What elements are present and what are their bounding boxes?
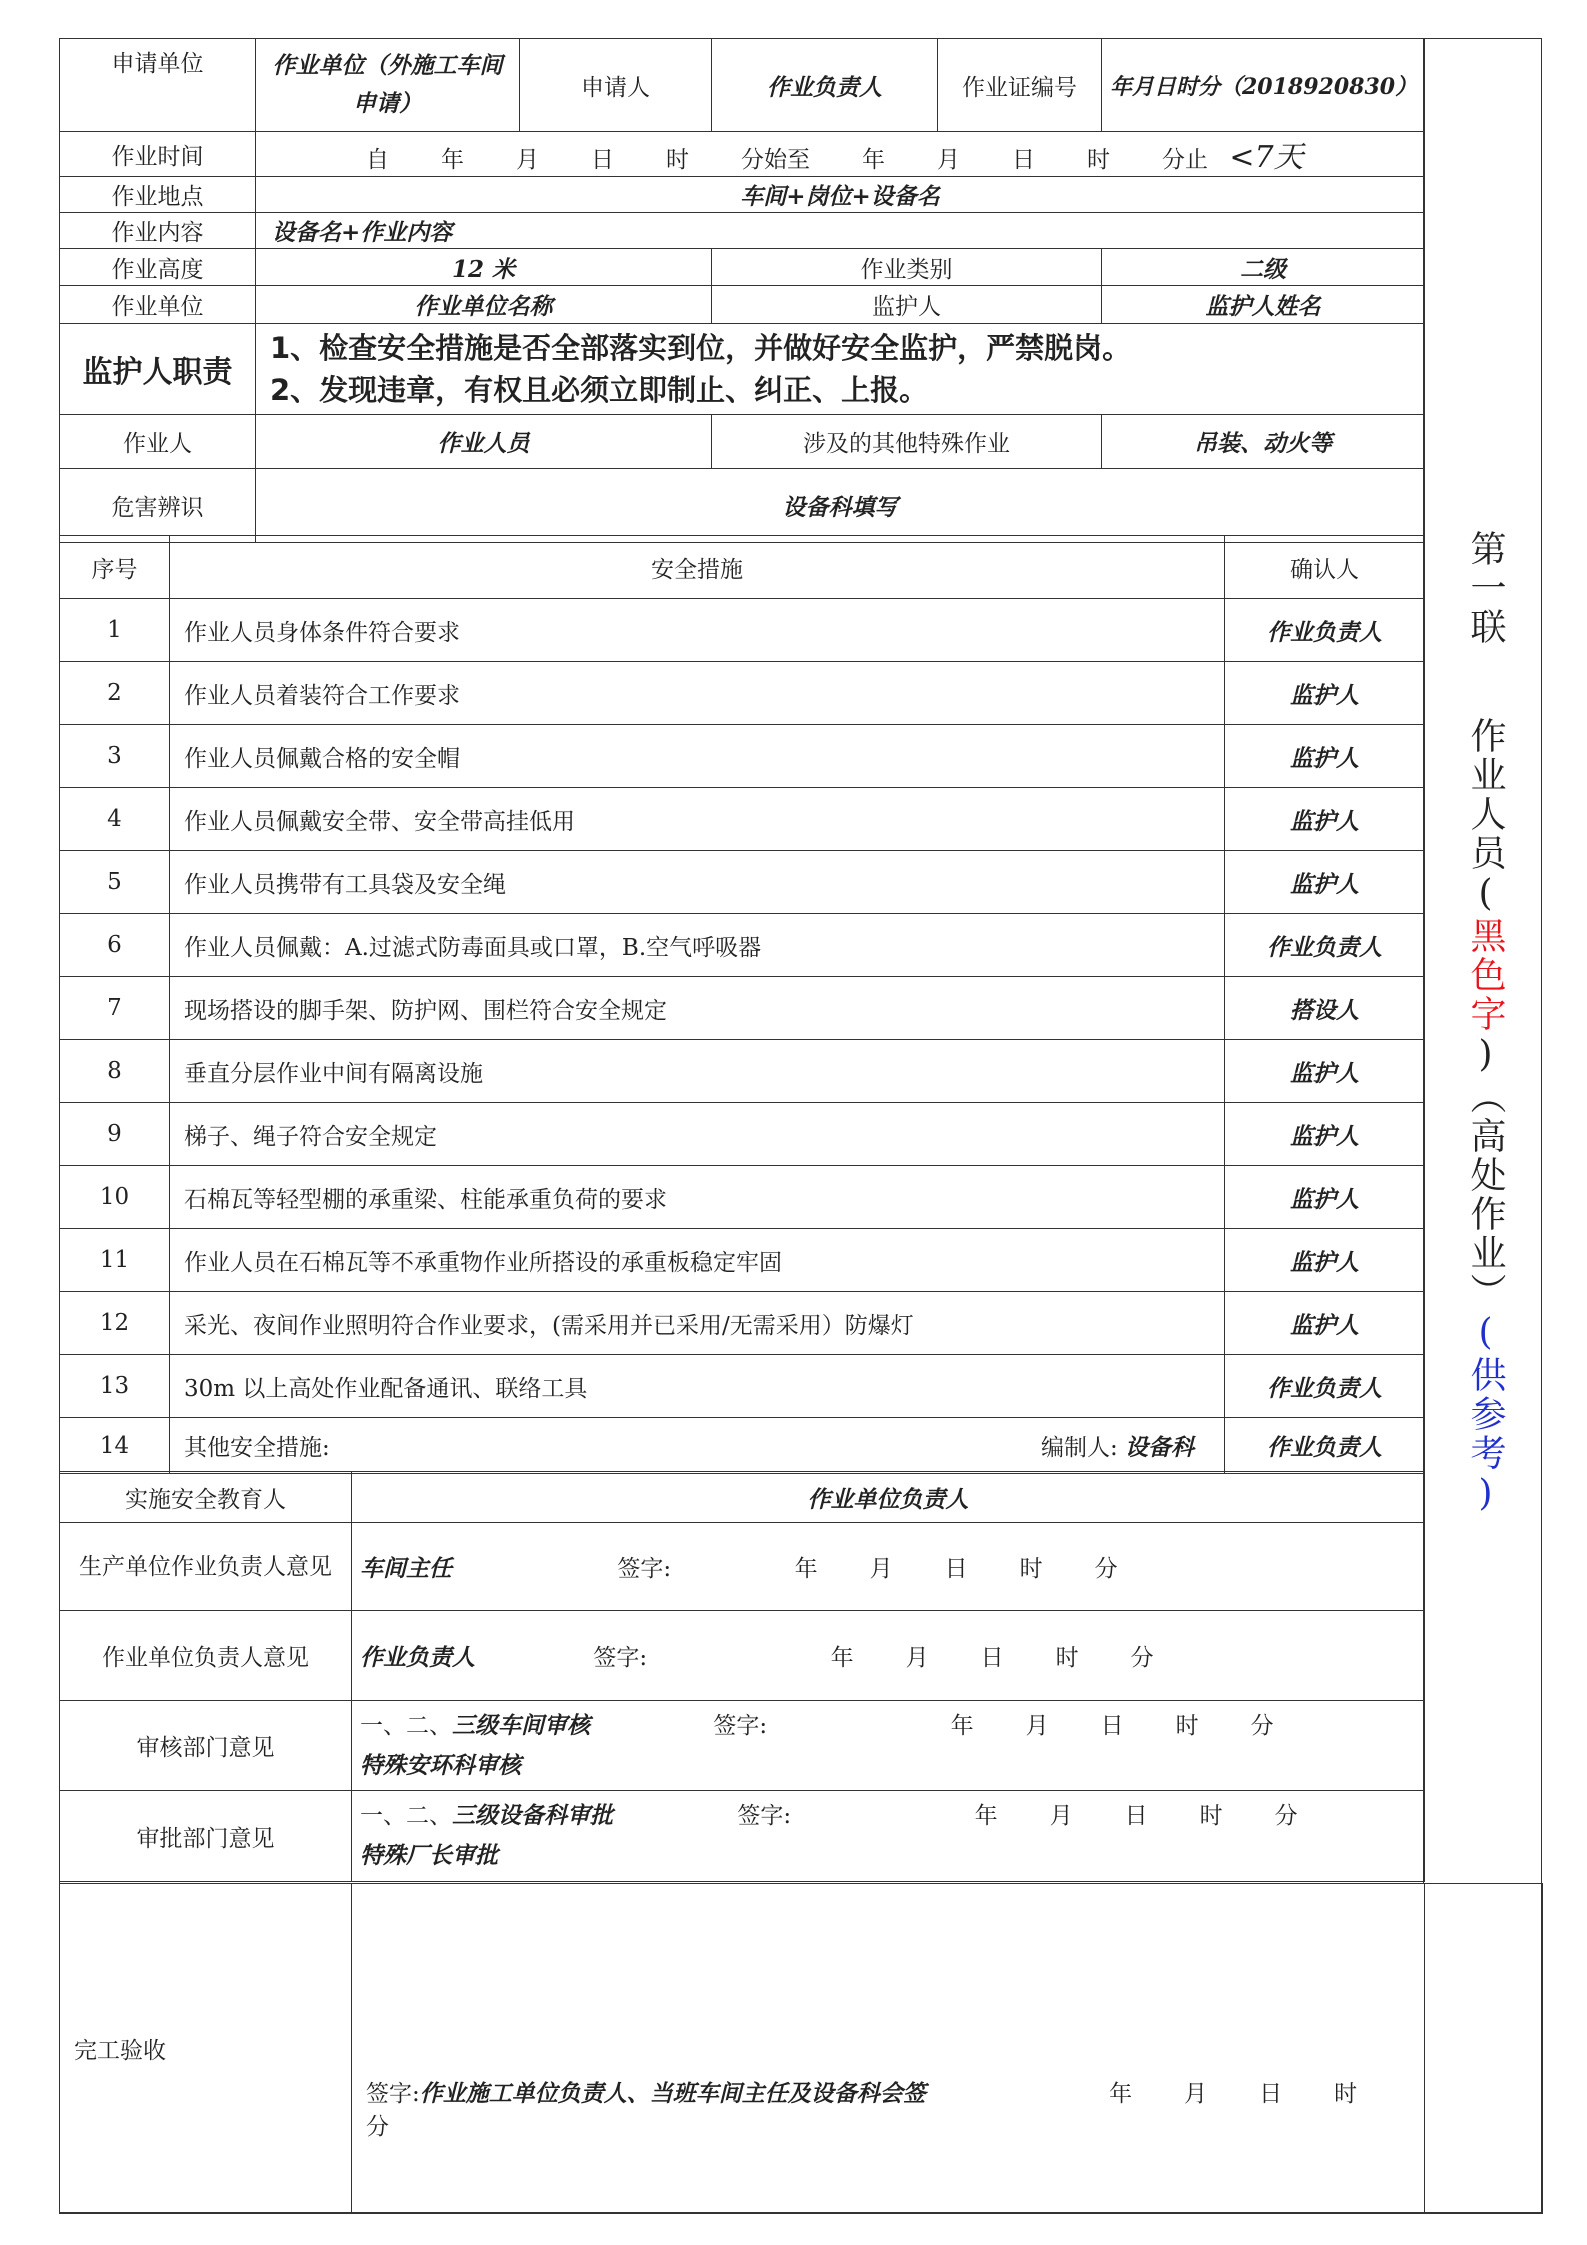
row-number: 7 — [60, 977, 170, 1040]
table-row — [60, 1103, 1425, 1166]
table-row — [60, 725, 1425, 788]
measure-text: 垂直分层作业中间有隔离设施 — [170, 1040, 1225, 1103]
completion-side-cell — [1425, 1884, 1543, 2214]
completion-table — [59, 1883, 1543, 2214]
row-number: 10 — [60, 1166, 170, 1229]
row-number: 3 — [60, 725, 170, 788]
col-header-measure: 安全措施 — [170, 536, 1225, 599]
work-time-value[interactable] — [256, 132, 1425, 177]
table-row — [60, 851, 1425, 914]
hazard-label: 危害辨识 — [60, 469, 256, 543]
table-row — [60, 1229, 1425, 1292]
work-unit-value[interactable]: 作业单位名称 — [256, 286, 712, 324]
audit-opinion[interactable] — [352, 1701, 1425, 1791]
hazard-value[interactable]: 设备科填写 — [256, 469, 1425, 543]
education-label: 实施安全教育人 — [60, 1472, 352, 1523]
measure-text: 作业人员佩戴安全带、安全带高挂低用 — [170, 788, 1225, 851]
confirm-person[interactable]: 监护人 — [1225, 725, 1425, 788]
col-header-confirm: 确认人 — [1225, 536, 1425, 599]
opinions-table — [59, 1471, 1425, 1882]
measure-text: 30m 以上高处作业配备通讯、联络工具 — [170, 1355, 1225, 1418]
audit-line2: 特殊安环科审核 — [360, 1751, 521, 1779]
row-number: 8 — [60, 1040, 170, 1103]
audit-prefix: 一、二、 — [360, 1712, 452, 1739]
table-row — [60, 1040, 1425, 1103]
measure-text: 现场搭设的脚手架、防护网、围栏符合安全规定 — [170, 977, 1225, 1040]
completion-sign-area[interactable] — [352, 1884, 1425, 2214]
table-row — [60, 1166, 1425, 1229]
work-type-note: )（高处作业） — [1465, 1034, 1506, 1312]
row-number: 11 — [60, 1229, 170, 1292]
date-fields: 年 月 日 时 分 — [974, 1803, 1298, 1829]
table-row — [60, 599, 1425, 662]
confirm-person[interactable]: 作业负责人 — [1225, 1418, 1425, 1474]
row-number: 12 — [60, 1292, 170, 1355]
row-number: 4 — [60, 788, 170, 851]
confirm-person[interactable]: 监护人 — [1225, 1103, 1425, 1166]
work-unit-label: 作业单位 — [60, 286, 256, 324]
ink-color-note: 黑色字 — [1465, 917, 1506, 1034]
date-fields: 年 月 日 时 分 — [950, 1712, 1274, 1739]
row-number: 6 — [60, 914, 170, 977]
table-row — [60, 662, 1425, 725]
row-number: 14 — [60, 1418, 170, 1474]
audit-opinion-label: 审核部门意见 — [60, 1701, 352, 1791]
confirm-person[interactable]: 监护人 — [1225, 1166, 1425, 1229]
safety-measures-table — [59, 535, 1425, 1474]
work-time-range: 自 年 月 日 时 分始至 年 月 日 时 分止 — [366, 147, 1208, 173]
table-row — [60, 914, 1425, 977]
work-unit-opinion-label: 作业单位负责人意见 — [60, 1611, 352, 1701]
work-unit-opinion-value: 作业负责人 — [360, 1644, 475, 1671]
confirm-person[interactable]: 监护人 — [1225, 1040, 1425, 1103]
height-label: 作业高度 — [60, 249, 256, 286]
other-special-work-value[interactable]: 吊装、动火等 — [1102, 415, 1425, 469]
measure-text: 作业人员身体条件符合要求 — [170, 599, 1225, 662]
table-row — [60, 1418, 1425, 1474]
confirm-person[interactable]: 监护人 — [1225, 1229, 1425, 1292]
guardian-value[interactable]: 监护人姓名 — [1102, 286, 1425, 324]
measure-text: 作业人员着装符合工作要求 — [170, 662, 1225, 725]
production-opinion-value: 车间主任 — [360, 1555, 452, 1582]
row-number: 1 — [60, 599, 170, 662]
work-time-label: 作业时间 — [60, 132, 256, 177]
approval-opinion[interactable] — [352, 1791, 1425, 1882]
production-opinion[interactable] — [352, 1523, 1425, 1611]
confirm-person[interactable]: 搭设人 — [1225, 977, 1425, 1040]
table-row — [60, 788, 1425, 851]
location-value[interactable]: 车间+岗位+设备名 — [256, 177, 1425, 213]
height-value[interactable]: 12 米 — [256, 249, 712, 286]
row-number: 2 — [60, 662, 170, 725]
guardian-duties — [256, 324, 1425, 415]
measure-text: 采光、夜间作业照明符合作业要求，(需采用并已采用/无需采用）防爆灯 — [170, 1292, 1225, 1355]
approval-line2: 特殊厂长审批 — [360, 1842, 498, 1869]
row-number: 13 — [60, 1355, 170, 1418]
date-fields: 年 月 日 时分 — [366, 2081, 1358, 2140]
sign-label: 签字: — [366, 2081, 420, 2107]
completion-sign-value: 作业施工单位负责人、当班车间主任及设备科会签 — [419, 2080, 926, 2107]
duty-line-1: 1、检查安全措施是否全部落实到位，并做好安全监护，严禁脱岗。 — [270, 331, 1132, 365]
compiler — [1041, 1429, 1194, 1462]
guardian-label: 监护人 — [712, 286, 1102, 324]
measure-text: 作业人员佩戴：A.过滤式防毒面具或口罩，B.空气呼吸器 — [170, 914, 1225, 977]
col-header-no: 序号 — [60, 536, 170, 599]
sign-label: 签字: — [713, 1712, 768, 1739]
table-row — [60, 1355, 1425, 1418]
confirm-person[interactable]: 监护人 — [1225, 662, 1425, 725]
work-unit-opinion[interactable] — [352, 1611, 1425, 1701]
sign-label: 签字: — [617, 1556, 672, 1582]
other-measures-label: 其他安全措施: — [184, 1435, 330, 1461]
worker-label: 作业人 — [60, 415, 256, 469]
permit-number-value[interactable]: 年月日时分（2018920830） — [1102, 39, 1425, 132]
measure-text: 梯子、绳子符合安全规定 — [170, 1103, 1225, 1166]
confirm-person[interactable]: 作业负责人 — [1225, 914, 1425, 977]
date-fields: 年 月 日 时 分 — [830, 1645, 1154, 1671]
measure-text: 石棉瓦等轻型棚的承重梁、柱能承重负荷的要求 — [170, 1166, 1225, 1229]
confirm-person[interactable]: 监护人 — [1225, 851, 1425, 914]
applicant-label: 申请人 — [520, 39, 712, 132]
sign-label: 签字: — [737, 1803, 792, 1829]
work-time-limit: <7天 — [1229, 140, 1304, 175]
applicant-value[interactable]: 作业负责人 — [712, 39, 938, 132]
measure-text[interactable] — [170, 1418, 1225, 1474]
permit-number-label: 作业证编号 — [938, 39, 1102, 132]
table-row — [60, 977, 1425, 1040]
location-label: 作业地点 — [60, 177, 256, 213]
compiler-value[interactable]: 设备科 — [1125, 1434, 1194, 1461]
production-opinion-label: 生产单位作业负责人意见 — [60, 1523, 352, 1611]
row-number: 5 — [60, 851, 170, 914]
audit-value: 三级车间审核 — [452, 1711, 590, 1739]
row-number: 9 — [60, 1103, 170, 1166]
guardian-duties-label: 监护人职责 — [60, 324, 256, 415]
confirm-person[interactable]: 监护人 — [1225, 1292, 1425, 1355]
permit-header-table — [59, 38, 1425, 543]
copy-recipient: 作业人员( — [1465, 717, 1506, 917]
approval-opinion-label: 审批部门意见 — [60, 1791, 352, 1882]
measure-text: 作业人员佩戴合格的安全帽 — [170, 725, 1225, 788]
category-value[interactable]: 二级 — [1102, 249, 1425, 286]
confirm-person[interactable]: 作业负责人 — [1225, 1355, 1425, 1418]
content-value[interactable]: 设备名+作业内容 — [256, 213, 1425, 249]
approval-prefix: 一、二、 — [360, 1803, 452, 1829]
education-value[interactable]: 作业单位负责人 — [352, 1472, 1425, 1523]
approval-value: 三级设备科审批 — [452, 1802, 613, 1829]
table-row — [60, 1292, 1425, 1355]
copy-designation — [1440, 530, 1530, 1517]
measure-text: 作业人员在石棉瓦等不承重物作业所搭设的承重板稳定牢固 — [170, 1229, 1225, 1292]
confirm-person[interactable]: 作业负责人 — [1225, 599, 1425, 662]
duty-line-2: 2、发现违章，有权且必须立即制止、纠正、上报。 — [270, 373, 929, 407]
other-special-work-label: 涉及的其他特殊作业 — [712, 415, 1102, 469]
copy-number: 第一联 — [1465, 530, 1506, 647]
completion-label: 完工验收 — [60, 1884, 352, 2214]
worker-value[interactable]: 作业人员 — [256, 415, 712, 469]
reference-note: (供参考) — [1465, 1312, 1506, 1517]
applicant-unit-label: 申请单位 — [60, 39, 256, 132]
applicant-unit-value[interactable]: 作业单位（外施工车间申请） — [256, 39, 520, 132]
sign-label: 签字: — [593, 1645, 648, 1671]
content-label: 作业内容 — [60, 213, 256, 249]
date-fields: 年 月 日 时 分 — [794, 1556, 1118, 1582]
measure-text: 作业人员携带有工具袋及安全绳 — [170, 851, 1225, 914]
compiler-label: 编制人: — [1040, 1435, 1118, 1461]
category-label: 作业类别 — [712, 249, 1102, 286]
confirm-person[interactable]: 监护人 — [1225, 788, 1425, 851]
